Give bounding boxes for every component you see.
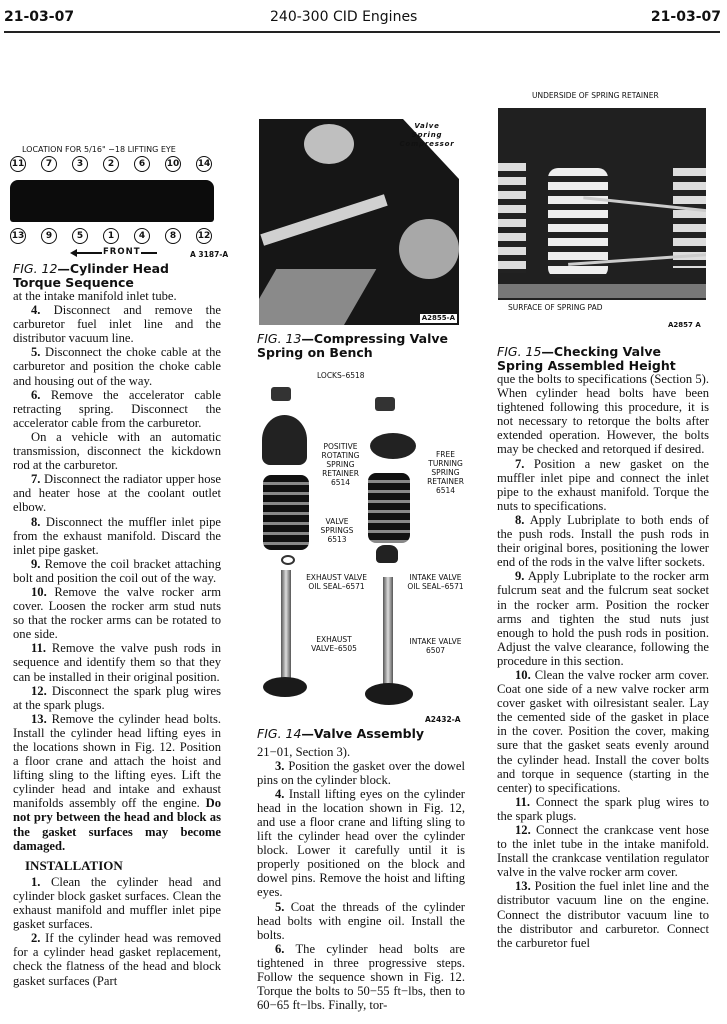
positive-retainer-label: POSITIVE ROTATING SPRING RETAINER 6514	[321, 442, 360, 487]
step-text: The cylinder head bolts are tightened in three progressive steps. Follow the sequence shown in Fig. 12. Torque the bolts to 50−55 ft−lbs, then to 60−65 ft−lbs. Finally, tor-	[257, 941, 465, 1013]
step-text: Position a new gasket on the muffler inlet pipe and connect the inlet pipe to the exhaust manifold. Torque the nuts to specifications.	[497, 456, 709, 513]
step-text: Disconnect the choke cable at the carburetor and position the choke cable and housing out of the way.	[13, 345, 222, 388]
torque-sequence-number: 14	[196, 156, 212, 172]
intake-seal-label: INTAKE VALVE OIL SEAL–6571	[407, 573, 464, 591]
paragraph: 21−01, Section 3).	[257, 744, 351, 759]
figure-15-caption-text: —Checking Valve Spring Assembled Height	[497, 344, 676, 373]
spring-retainer-highlight	[304, 124, 354, 164]
step-text: Apply Lubriplate to both ends of the push rods. Install the push rods in their original bores, positioning the lower end of the rods in the valve lifter sockets.	[497, 512, 709, 570]
step-number: 9.	[31, 556, 41, 571]
front-arrow-icon	[74, 252, 102, 254]
exhaust-seal-label: EXHAUST VALVE OIL SEAL–6571	[306, 573, 367, 591]
step-paragraph	[257, 787, 465, 900]
step-text: Position the gasket over the dowel pins on the cylinder block.	[257, 758, 465, 787]
step-number: 10.	[31, 584, 47, 599]
step-text: Connect the spark plug wires to the spark plugs.	[497, 794, 709, 823]
head-rail	[498, 284, 706, 298]
figure-12-caption	[13, 262, 221, 289]
figure-13-photo	[259, 119, 459, 325]
step-text: Apply Lubriplate to the rocker arm fulcrum seat and the fulcrum seat socket in the rocker arm. Position the rocker arms and tighten the stud nuts just enough to hold the push rods in position. Adjust the valve clearance, following the procedure in this section.	[497, 569, 709, 668]
column-2	[257, 727, 465, 1012]
warning-text: Do not pry between the head and block as the gasket surfaces may become damaged.	[13, 796, 221, 853]
figure-13-label: FIG. 13	[257, 331, 302, 346]
header-rule	[4, 31, 720, 33]
figure-12-label: FIG. 12	[13, 261, 58, 276]
step-paragraph	[13, 515, 221, 557]
intake-valve-stem	[383, 577, 393, 687]
head-surface	[259, 269, 376, 325]
step-paragraph	[13, 931, 221, 987]
front-label: FRONT	[103, 247, 141, 257]
torque-sequence-number: 13	[10, 228, 26, 244]
installation-heading: INSTALLATION	[25, 857, 123, 873]
step-text: Remove the coil bracket attaching bolt and position the coil out of the way.	[13, 556, 221, 585]
step-number: 6.	[31, 387, 41, 402]
column-3	[497, 345, 709, 950]
exhaust-valve-stem	[281, 570, 291, 680]
step-text: Install lifting eyes on the cylinder head in the location shown in Fig. 12, and use a floor crane and lifting sling to lift the cylinder head over the cylinder block. Lower it carefully until it is properly positioned on the block and dowel pins. Remove the hoist and lifting eyes.	[257, 786, 465, 900]
figure-13-code: A2855-A	[421, 314, 455, 322]
step-paragraph	[497, 513, 709, 569]
step-text: Disconnect the spark plug wires at the spark plugs.	[13, 683, 221, 712]
step-text: Coat the threads of the cylinder head bolts with engine oil. Install the bolts.	[257, 899, 465, 942]
step-number: 11.	[31, 641, 47, 656]
intake-seal-drawing	[376, 545, 398, 563]
figure-12-caption-text: —Cylinder Head Torque Sequence	[13, 261, 169, 290]
step-paragraph	[497, 569, 709, 668]
step-text: Clean the cylinder head and cylinder block gasket surfaces. Clean the exhaust manifold and muffler inlet pipe gasket surfaces.	[13, 874, 221, 932]
figure-14-code: A2432-A	[425, 715, 461, 724]
step-number: 3.	[275, 758, 285, 773]
step-paragraph	[497, 457, 709, 513]
figure-14	[255, 365, 475, 730]
step-paragraph	[497, 879, 709, 949]
spring-retainer-label: UNDERSIDE OF SPRING RETAINER	[532, 91, 659, 100]
step-number: 8.	[515, 512, 525, 527]
exhaust-seal-drawing	[281, 555, 295, 565]
torque-sequence-number: 11	[10, 156, 26, 172]
step-number: 9.	[515, 569, 525, 584]
step-paragraph	[13, 875, 221, 931]
lock-right	[375, 397, 395, 411]
step-paragraph	[13, 684, 221, 712]
step-paragraph	[13, 712, 221, 853]
step-number: 5.	[275, 899, 285, 914]
step-paragraph	[497, 668, 709, 795]
figure-13-caption	[257, 332, 465, 359]
step-paragraph	[497, 795, 709, 823]
step-text: Remove the valve rocker arm cover. Loosen the rocker arm stud nuts so that the rocker arms can be rotated to one side.	[13, 584, 221, 642]
step-paragraph	[497, 823, 709, 879]
torque-sequence-number: 2	[103, 156, 119, 172]
step-text: On a vehicle with an automatic transmission, disconnect the kickdown rod at the carburetor.	[13, 429, 221, 473]
exhaust-valve-head	[263, 677, 307, 697]
step-number: 7.	[31, 472, 41, 487]
step-text: Position the fuel inlet line and the distributor vacuum line on the engine. Connect the distributor vacuum line to the distributor and carburetor. Connect the carburetor fuel	[497, 879, 709, 950]
figure-15-code: A2857 A	[668, 321, 701, 329]
figure-15-label: FIG. 15	[497, 344, 542, 359]
step-number: 11.	[515, 794, 531, 809]
page-title: 240-300 CID Engines	[270, 9, 418, 25]
step-paragraph	[13, 585, 221, 641]
figure-15-caption	[497, 345, 709, 372]
torque-sequence-number: 7	[41, 156, 57, 172]
free-retainer-drawing	[370, 433, 416, 459]
step-number: 5.	[31, 345, 41, 360]
figure-14-caption-text: —Valve Assembly	[301, 726, 425, 741]
step-text: Remove the valve push rods in sequence and identify them so that they can be installed in their original position.	[13, 641, 221, 684]
figure-14-label: FIG. 14	[257, 726, 302, 741]
torque-sequence-number: 12	[196, 228, 212, 244]
step-text: Disconnect the muffler inlet pipe from the exhaust manifold. Discard the inlet pipe gasket.	[13, 514, 222, 557]
torque-sequence-number: 10	[165, 156, 181, 172]
torque-sequence-number: 3	[72, 156, 88, 172]
step-number: 12.	[515, 823, 531, 837]
figure-15-photo	[498, 108, 706, 300]
valve-spring-left	[263, 475, 309, 550]
step-text: Connect the crankcase vent hose to the inlet tube in the intake manifold. Install the crankcase ventilation regulator valve in the valve rocker arm cover.	[497, 823, 709, 880]
compressor-label: Valve Spring Compressor	[399, 122, 455, 148]
column-1	[13, 262, 221, 988]
torque-sequence-number: 4	[134, 228, 150, 244]
figure-14-caption	[257, 727, 465, 741]
step-number: 13.	[515, 879, 531, 894]
torque-sequence-number: 9	[41, 228, 57, 244]
paragraph: que the bolts to specifications (Section 5). When cylinder head bolts have been tightened following this procedure, it is not necessary to retorque the bolts after extended operation. However, the bolts may be checked and retorqued if desired.	[497, 372, 709, 457]
free-retainer-label: FREE TURNING SPRING RETAINER 6514	[427, 450, 464, 495]
step-text: Disconnect the radiator upper hose and heater hose at the coolant outlet elbow.	[13, 472, 221, 515]
lifting-eye-label: LOCATION FOR 5/16" −18 LIFTING EYE	[22, 145, 176, 154]
step-paragraph	[257, 900, 465, 942]
step-number: 4.	[275, 786, 285, 801]
page-number-left: 21-03-07	[4, 9, 75, 25]
step-paragraph	[13, 388, 221, 430]
valve-spring-right	[368, 473, 410, 543]
figure-12-code: A 3187-A	[190, 250, 229, 259]
step-number: 2.	[31, 931, 41, 946]
torque-sequence-number: 6	[134, 156, 150, 172]
torque-sequence-number: 5	[72, 228, 88, 244]
valve-spring-highlight	[399, 219, 459, 279]
page-number-right: 21-03-07	[650, 9, 721, 25]
front-arrow-head	[70, 249, 77, 257]
step-number: 10.	[515, 667, 531, 682]
step-number: 4.	[31, 303, 41, 318]
cylinder-head-drawing	[10, 180, 214, 222]
step-number: 1.	[31, 874, 41, 889]
step-text: Clean the valve rocker arm cover. Coat one side of a new valve rocker arm cover gasket with oilresistant sealer. Lay the cemented side of the gasket in place in the cover. Position the cover, making sure that the gasket seats evenly around the cylinder head. Install the cover bolts and torque in sequence (starting in the center) to specifications.	[497, 667, 709, 795]
step-paragraph	[257, 759, 465, 787]
step-paragraph	[13, 557, 221, 585]
front-line	[141, 252, 157, 254]
figure-13-caption-text: —Compressing Valve Spring on Bench	[257, 331, 448, 360]
intake-valve-head	[365, 683, 413, 705]
step-paragraph	[13, 430, 221, 472]
figure-13-caption-block	[257, 332, 465, 359]
step-paragraph	[13, 641, 221, 683]
page-header	[0, 0, 727, 30]
step-number: 7.	[515, 456, 525, 471]
step-number: 8.	[31, 514, 41, 529]
step-number: 6.	[275, 941, 285, 956]
compressor-tool	[260, 194, 387, 246]
locks-label: LOCKS–6518	[317, 371, 365, 380]
torque-sequence-number: 1	[103, 228, 119, 244]
exhaust-valve-label: EXHAUST VALVE–6505	[311, 635, 357, 653]
step-paragraph	[13, 472, 221, 514]
intake-valve-label: INTAKE VALVE 6507	[409, 637, 462, 655]
lock-left	[271, 387, 291, 401]
step-text: Remove the cylinder head bolts. Install the cylinder head lifting eyes in the locations shown in Fig. 12. Position a floor crane and attach the hoist and lifting sling to the lifting eyes. Lift the cylinder head and intake and exhaust manifolds assembly off the engine.	[13, 711, 221, 811]
step-paragraph	[257, 942, 465, 1012]
step-text: Disconnect and remove the carburetor fuel inlet line and the distributor vacuum line.	[13, 303, 221, 346]
positive-retainer-drawing	[262, 415, 307, 465]
step-text: Remove the accelerator cable retracting spring. Disconnect the accelerator cable from the carburetor.	[13, 387, 221, 430]
step-number: 13.	[31, 711, 47, 726]
step-paragraph	[13, 303, 221, 345]
step-number: 12.	[31, 683, 47, 698]
valve-springs-label: VALVE SPRINGS 6513	[320, 517, 354, 544]
step-paragraph	[13, 345, 221, 387]
step-text: If the cylinder head was removed for a cylinder head gasket replacement, check the flatness of the head and block gasket surfaces (Part	[13, 931, 221, 988]
valve-spring-left-photo	[498, 163, 526, 273]
paragraph: at the intake manifold inlet tube.	[13, 289, 177, 303]
torque-sequence-number: 8	[165, 228, 181, 244]
spring-pad-label: SURFACE OF SPRING PAD	[508, 303, 603, 312]
figure-12	[6, 142, 229, 262]
